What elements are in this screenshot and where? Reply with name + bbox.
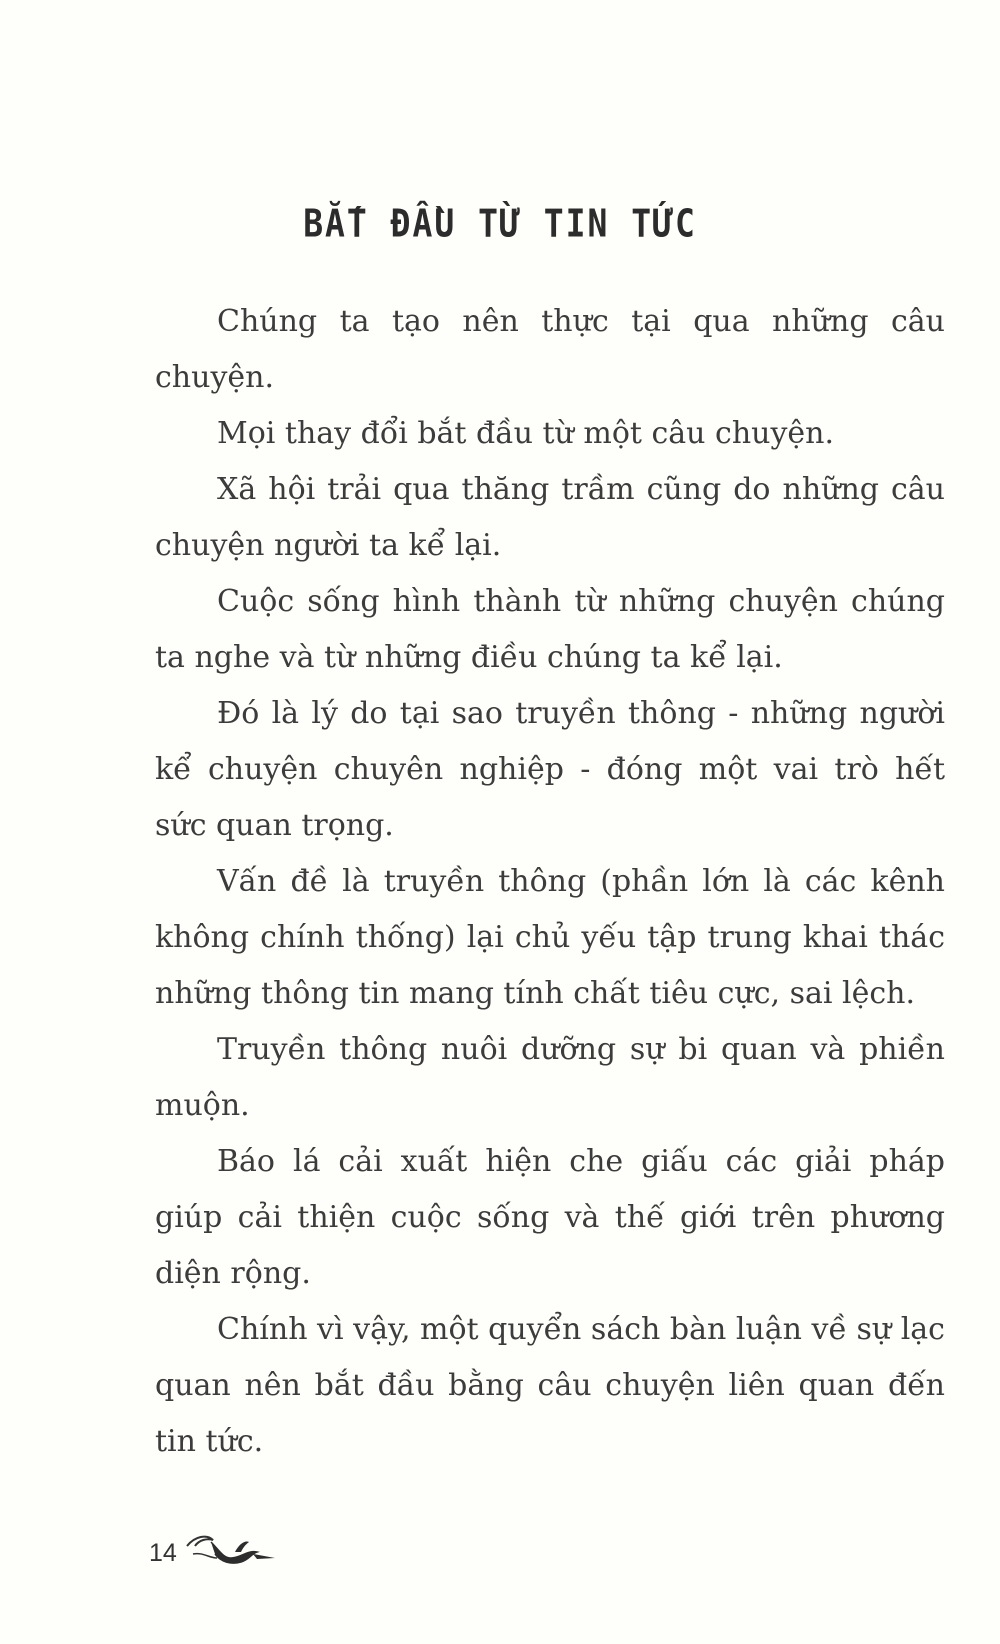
paragraph: Vấn đề là truyền thông (phần lớn là các kênh không chính thống) lại chủ yếu tập trung khai thác những thông tin mang tính chất tiêu cực, sai lệch. — [155, 864, 945, 1011]
body-text — [155, 294, 945, 1470]
page-number: 14 — [149, 1538, 177, 1567]
paragraph: Báo lá cải xuất hiện che giấu các giải pháp giúp cải thiện cuộc sống và thế giới trên phương diện rộng. — [155, 1144, 945, 1291]
page-footer — [149, 1534, 279, 1572]
paragraph: Cuộc sống hình thành từ những chuyện chúng ta nghe và từ những điều chúng ta kể lại. — [155, 584, 945, 675]
bird-flourish-icon — [183, 1528, 279, 1572]
paragraph: Đó là lý do tại sao truyền thông - những người kể chuyện chuyên nghiệp - đóng một vai trò hết sức quan trọng. — [155, 696, 945, 843]
paragraph: Mọi thay đổi bắt đầu từ một câu chuyện. — [217, 416, 835, 451]
paragraph: Chính vì vậy, một quyển sách bàn luận về sự lạc quan nên bắt đầu bằng câu chuyện liên quan đến tin tức. — [155, 1312, 945, 1459]
paragraph: Xã hội trải qua thăng trầm cũng do những câu chuyện người ta kể lại. — [155, 472, 945, 563]
paragraph: Chúng ta tạo nên thực tại qua những câu chuyện. — [155, 304, 945, 395]
chapter-title: BẮT ĐẦU TỪ TIN TỨC — [303, 201, 697, 246]
paragraph: Truyền thông nuôi dưỡng sự bi quan và phiền muộn. — [155, 1032, 945, 1123]
